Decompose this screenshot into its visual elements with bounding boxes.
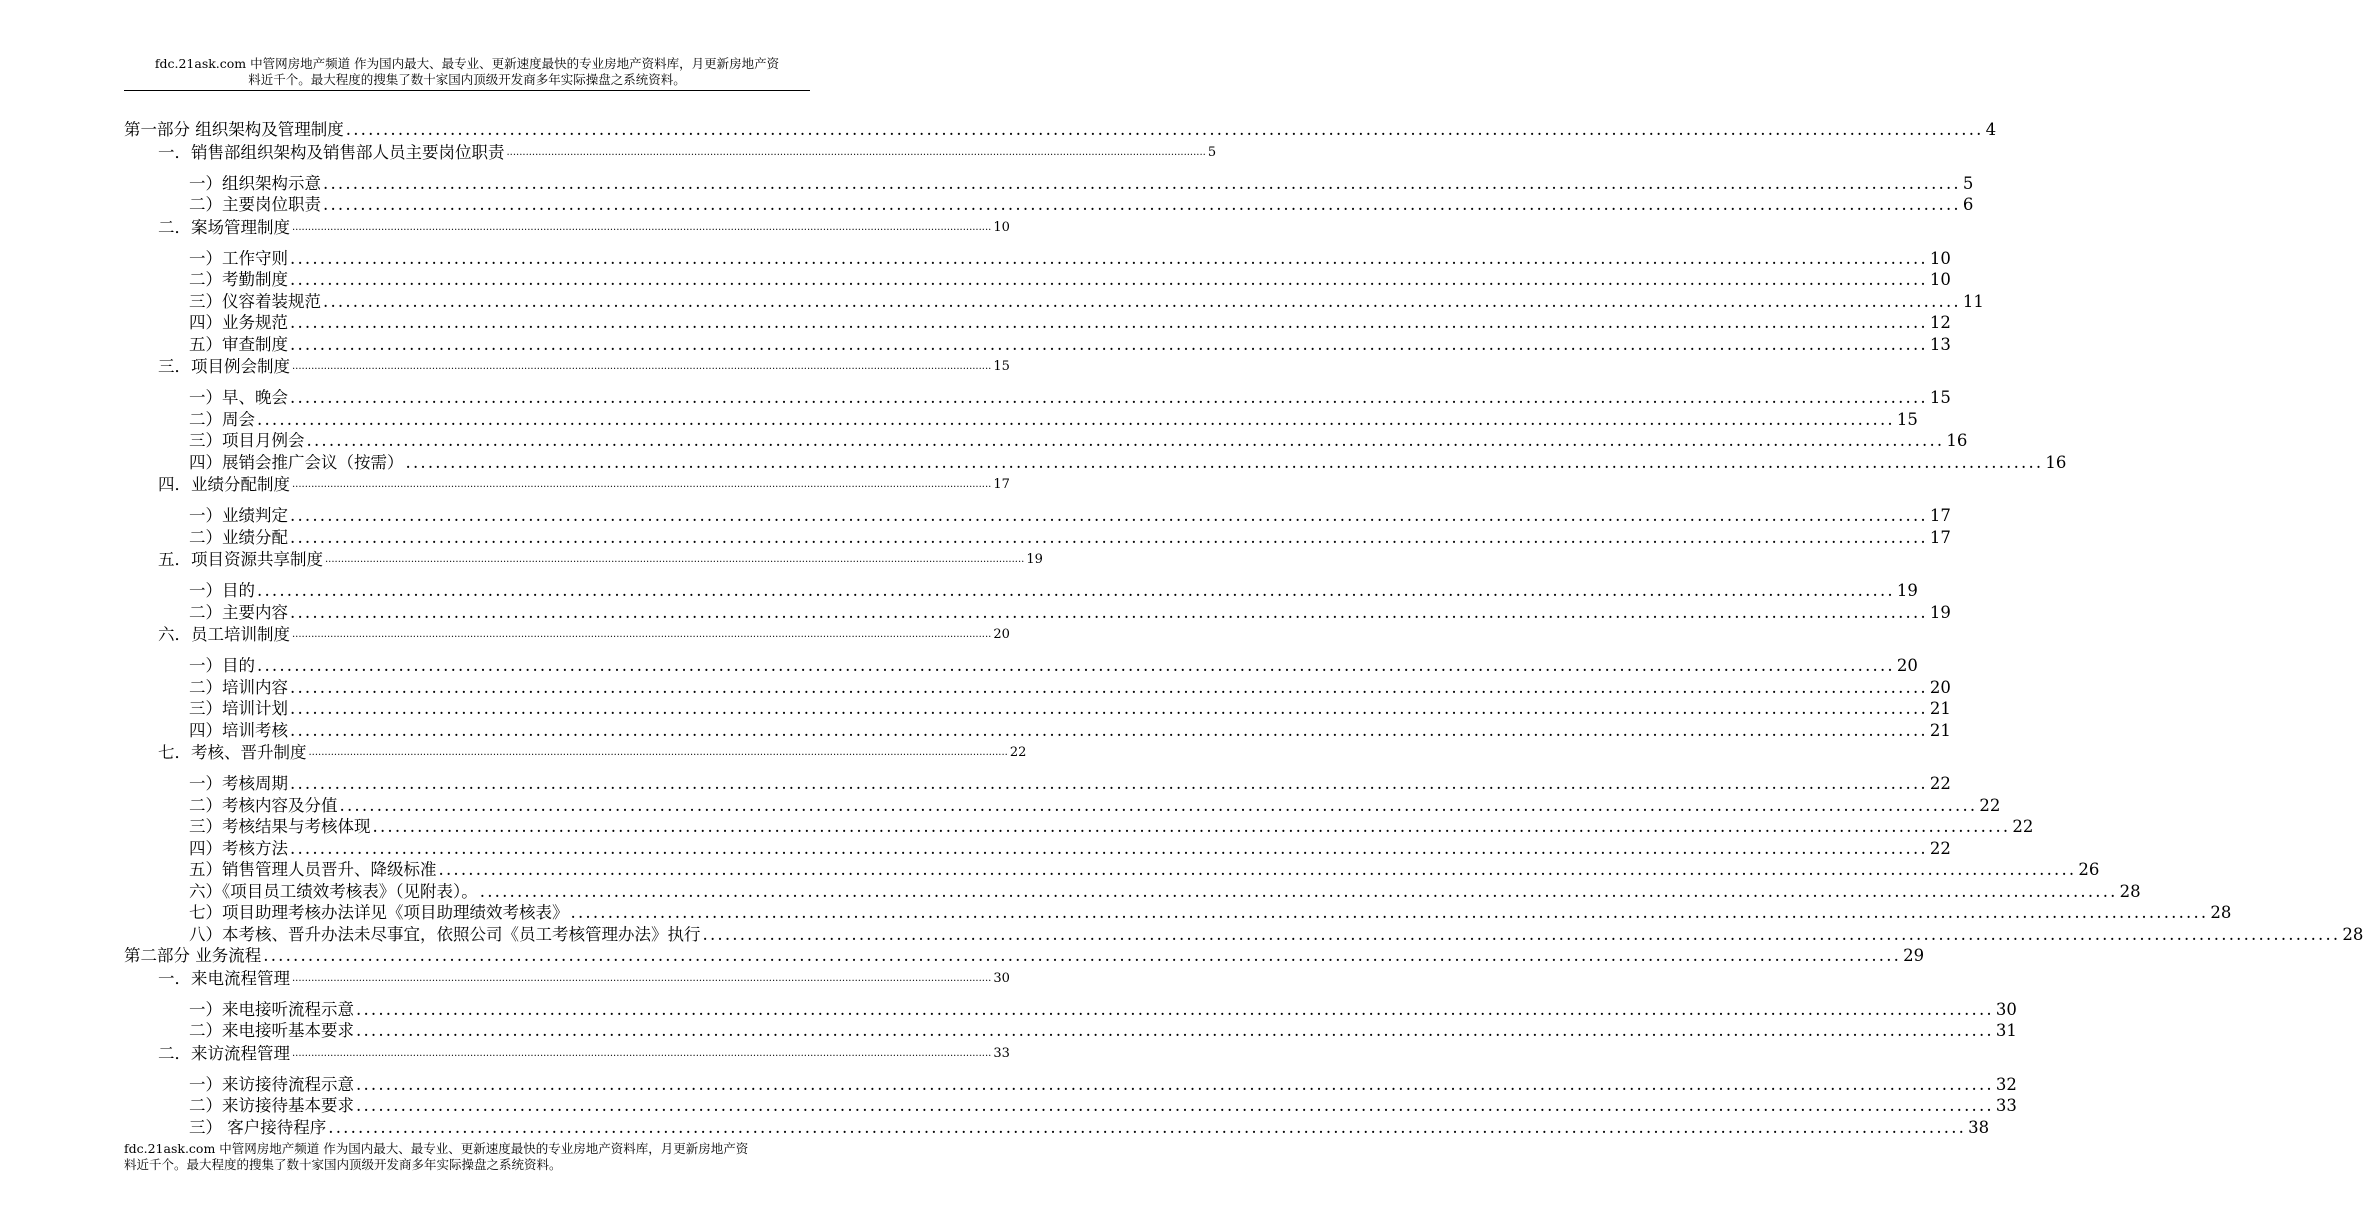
toc-leader-dots: ............................................................................................................................................................................................................................ bbox=[290, 602, 1928, 622]
toc-entry-page-number: 10 bbox=[993, 219, 1010, 235]
toc-leader-dots: ............................................................................................................................................................................................................................ bbox=[405, 452, 2044, 472]
toc-leader-dots: ............................................................................................................................................................................................................................ bbox=[292, 972, 992, 984]
header-line-2: 料近千个。最大程度的搜集了数十家国内顶级开发商多年实际操盘之系统资料。 bbox=[248, 72, 686, 87]
toc-entry-title: 三） 客户接待程序 bbox=[189, 1117, 327, 1137]
toc-entry-title: 一）业绩判定 bbox=[189, 506, 288, 525]
toc-leader-dots: ............................................................................................................................................................................................................................ bbox=[257, 656, 1895, 675]
toc-entry-page-number: 32 bbox=[1995, 1074, 2017, 1094]
toc-entry-page-number: 19 bbox=[1896, 581, 1918, 600]
toc-leader-dots: ............................................................................................................................................................................................................................ bbox=[290, 334, 1928, 354]
toc-entry-page-number: 20 bbox=[993, 627, 1010, 642]
toc-entry-page-number: 15 bbox=[1896, 409, 1918, 429]
toc-entry-level-3[interactable] bbox=[124, 720, 1951, 742]
toc-entry-level-3[interactable] bbox=[124, 795, 2001, 817]
toc-entry-title: 二）培训内容 bbox=[189, 677, 288, 697]
toc-leader-dots: ............................................................................................................................................................................................................................ bbox=[372, 817, 2011, 836]
toc-entry-level-2[interactable] bbox=[124, 141, 1217, 164]
toc-leader-dots: ............................................................................................................................................................................................................................ bbox=[323, 291, 1961, 311]
toc-entry-title: 四）展销会推广会议（按需） bbox=[189, 452, 404, 472]
toc-entry-level-3[interactable] bbox=[124, 505, 1951, 527]
toc-entry-page-number: 15 bbox=[993, 359, 1010, 374]
toc-leader-dots: ............................................................................................................................................................................................................................ bbox=[328, 1117, 1967, 1137]
toc-entry-level-3[interactable] bbox=[124, 881, 2141, 903]
toc-entry-title: 第一部分 组织架构及管理制度 bbox=[124, 120, 344, 139]
toc-entry-page-number: 22 bbox=[1009, 745, 1027, 760]
toc-entry-title: 三）仪容着装规范 bbox=[189, 291, 321, 311]
toc-entry-title: 第二部分 业务流程 bbox=[124, 946, 262, 965]
toc-entry-title: 三．项目例会制度 bbox=[158, 357, 290, 376]
toc-entry-page-number: 22 bbox=[2012, 817, 2034, 836]
toc-entry-page-number: 31 bbox=[1995, 1021, 2017, 1040]
toc-entry-title: 四）业务规范 bbox=[189, 313, 288, 332]
toc-entry-level-3[interactable] bbox=[124, 1117, 1990, 1139]
header-divider bbox=[124, 90, 810, 91]
toc-entry-title: 四）培训考核 bbox=[189, 720, 288, 740]
toc-entry-level-2[interactable] bbox=[124, 623, 1010, 646]
toc-leader-dots: ............................................................................................................................................................................................................................ bbox=[323, 195, 1961, 214]
toc-leader-dots: ............................................................................................................................................................................................................................ bbox=[290, 270, 1928, 289]
toc-entry-page-number: 33 bbox=[993, 1045, 1010, 1061]
toc-entry-page-number: 22 bbox=[1929, 774, 1951, 793]
toc-entry-page-number: 28 bbox=[2210, 903, 2232, 922]
toc-leader-dots: ............................................................................................................................................................................................................................ bbox=[292, 221, 992, 233]
toc-entry-page-number: 5 bbox=[1962, 173, 1974, 193]
toc-leader-dots: ............................................................................................................................................................................................................................ bbox=[292, 1047, 992, 1059]
toc-entry-title: 一）早、晚会 bbox=[189, 388, 288, 407]
toc-entry-title: 二．来访流程管理 bbox=[158, 1043, 290, 1063]
toc-entry-level-1[interactable] bbox=[124, 119, 1997, 141]
toc-entry-title: 一）组织架构示意 bbox=[189, 173, 321, 193]
toc-entry-title: 三）培训计划 bbox=[189, 699, 288, 718]
toc-entry-level-1[interactable] bbox=[124, 945, 1925, 967]
toc-entry-level-3[interactable] bbox=[124, 677, 1951, 699]
toc-leader-dots: ............................................................................................................................................................................................................................ bbox=[356, 1021, 1994, 1040]
toc-entry-level-3[interactable] bbox=[124, 924, 2363, 946]
toc-leader-dots: ............................................................................................................................................................................................................................ bbox=[257, 409, 1895, 429]
toc-entry-page-number: 4 bbox=[1985, 120, 1997, 139]
toc-entry-page-number: 11 bbox=[1962, 291, 1984, 311]
toc-entry-level-3[interactable] bbox=[124, 334, 1951, 356]
toc-entry-title: 七．考核、晋升制度 bbox=[158, 743, 307, 762]
toc-entry-page-number: 10 bbox=[1929, 248, 1951, 268]
toc-leader-dots: ............................................................................................................................................................................................................................ bbox=[290, 677, 1928, 697]
toc-entry-page-number: 17 bbox=[993, 477, 1010, 492]
toc-entry-title: 七）项目助理考核办法详见《项目助理绩效考核表》 bbox=[189, 903, 569, 922]
toc-leader-dots: ............................................................................................................................................................................................................................ bbox=[292, 479, 992, 490]
toc-leader-dots: ............................................................................................................................................................................................................................ bbox=[290, 506, 1928, 525]
toc-leader-dots: ............................................................................................................................................................................................................................ bbox=[438, 860, 2077, 879]
toc-entry-title: 二）业绩分配 bbox=[189, 527, 288, 547]
toc-leader-dots: ............................................................................................................................................................................................................................ bbox=[479, 881, 2118, 901]
page-footer bbox=[124, 1141, 814, 1173]
toc-entry-page-number: 17 bbox=[1929, 506, 1951, 525]
toc-entry-title: 二）来访接待基本要求 bbox=[189, 1096, 354, 1115]
toc-entry-page-number: 6 bbox=[1962, 195, 1974, 214]
toc-entry-level-3[interactable] bbox=[124, 312, 1951, 334]
toc-entry-title: 一）来电接听流程示意 bbox=[189, 999, 354, 1019]
page-header bbox=[124, 56, 810, 88]
toc-entry-page-number: 22 bbox=[1979, 795, 2001, 815]
toc-entry-level-3[interactable] bbox=[124, 430, 1968, 452]
toc-leader-dots: ............................................................................................................................................................................................................................ bbox=[290, 720, 1928, 740]
toc-entry-title: 六．员工培训制度 bbox=[158, 625, 290, 644]
toc-entry-page-number: 10 bbox=[1929, 270, 1951, 289]
toc-entry-page-number: 26 bbox=[2078, 860, 2100, 879]
toc-entry-page-number: 19 bbox=[1929, 602, 1951, 622]
toc-leader-dots: ............................................................................................................................................................................................................................ bbox=[263, 946, 1902, 965]
toc-entry-page-number: 21 bbox=[1929, 699, 1951, 718]
toc-entry-level-3[interactable] bbox=[124, 580, 1918, 602]
toc-entry-page-number: 17 bbox=[1929, 527, 1951, 547]
toc-entry-level-3[interactable] bbox=[124, 269, 1951, 291]
toc-leader-dots: ............................................................................................................................................................................................................................ bbox=[290, 527, 1928, 547]
toc-entry-level-3[interactable] bbox=[124, 773, 1951, 795]
toc-leader-dots: ............................................................................................................................................................................................................................ bbox=[257, 581, 1895, 600]
toc-entry-level-3[interactable] bbox=[124, 999, 2017, 1021]
toc-entry-title: 三）考核结果与考核体现 bbox=[189, 817, 371, 836]
toc-entry-title: 四．业绩分配制度 bbox=[158, 475, 290, 494]
toc-leader-dots: ............................................................................................................................................................................................................................ bbox=[290, 838, 1928, 858]
toc-leader-dots: ............................................................................................................................................................................................................................ bbox=[292, 361, 992, 372]
toc-leader-dots: ............................................................................................................................................................................................................................ bbox=[356, 1096, 1994, 1115]
toc-entry-level-2[interactable] bbox=[124, 548, 1043, 571]
toc-entry-level-2[interactable] bbox=[124, 1042, 1010, 1065]
toc-entry-level-3[interactable] bbox=[124, 409, 1918, 431]
toc-entry-level-2[interactable] bbox=[124, 216, 1010, 239]
toc-entry-title: 一．销售部组织架构及销售部人员主要岗位职责 bbox=[158, 142, 505, 162]
toc-entry-page-number: 33 bbox=[1995, 1096, 2017, 1115]
toc-entry-page-number: 15 bbox=[1929, 388, 1951, 407]
toc-entry-title: 五．项目资源共享制度 bbox=[158, 550, 323, 569]
toc-entry-page-number: 20 bbox=[1929, 677, 1951, 697]
toc-leader-dots: ............................................................................................................................................................................................................................ bbox=[290, 774, 1928, 793]
toc-entry-page-number: 16 bbox=[1946, 431, 1968, 450]
toc-entry-title: 二）考勤制度 bbox=[189, 270, 288, 289]
toc-entry-title: 一）目的 bbox=[189, 581, 255, 600]
table-of-contents bbox=[124, 119, 2363, 1138]
toc-entry-level-3[interactable] bbox=[124, 698, 1951, 720]
toc-entry-title: 一）考核周期 bbox=[189, 774, 288, 793]
toc-entry-level-3[interactable] bbox=[124, 859, 2100, 881]
toc-leader-dots: ............................................................................................................................................................................................................................ bbox=[570, 903, 2209, 922]
toc-entry-title: 三）项目月例会 bbox=[189, 431, 305, 450]
toc-entry-page-number: 28 bbox=[2342, 924, 2363, 944]
toc-entry-level-3[interactable] bbox=[124, 902, 2232, 924]
toc-entry-page-number: 19 bbox=[1026, 552, 1043, 567]
toc-leader-dots: ............................................................................................................................................................................................................................ bbox=[292, 629, 992, 640]
toc-entry-title: 二）主要内容 bbox=[189, 602, 288, 622]
toc-leader-dots: ............................................................................................................................................................................................................................ bbox=[308, 747, 1008, 758]
toc-entry-level-3[interactable] bbox=[124, 527, 1951, 549]
toc-leader-dots: ............................................................................................................................................................................................................................ bbox=[356, 999, 1994, 1019]
toc-leader-dots: ............................................................................................................................................................................................................................ bbox=[306, 431, 1945, 450]
toc-leader-dots: ............................................................................................................................................................................................................................ bbox=[339, 795, 1978, 815]
toc-entry-level-3[interactable] bbox=[124, 248, 1951, 270]
header-line-1: fdc.21ask.com 中管网房地产频道 作为国内最大、最专业、更新速度最快的专业房地产资料库，月更新房地产资 bbox=[154, 56, 780, 71]
toc-leader-dots: ............................................................................................................................................................................................................................ bbox=[290, 699, 1928, 718]
toc-entry-page-number: 30 bbox=[1995, 999, 2017, 1019]
toc-leader-dots: ............................................................................................................................................................................................................................ bbox=[506, 146, 1206, 158]
toc-entry-level-3[interactable] bbox=[124, 655, 1918, 677]
toc-entry-level-3[interactable] bbox=[124, 194, 1974, 216]
toc-entry-page-number: 38 bbox=[1968, 1117, 1990, 1137]
toc-entry-level-2[interactable] bbox=[124, 741, 1027, 764]
toc-entry-level-3[interactable] bbox=[124, 1095, 2017, 1117]
toc-leader-dots: ............................................................................................................................................................................................................................ bbox=[702, 924, 2341, 944]
toc-entry-level-3[interactable] bbox=[124, 173, 1974, 195]
toc-leader-dots: ............................................................................................................................................................................................................................ bbox=[356, 1074, 1994, 1094]
toc-entry-title: 二．案场管理制度 bbox=[158, 217, 290, 237]
toc-entry-title: 二）周会 bbox=[189, 409, 255, 429]
toc-leader-dots: ............................................................................................................................................................................................................................ bbox=[290, 313, 1928, 332]
toc-entry-page-number: 28 bbox=[2119, 881, 2141, 901]
toc-entry-level-2[interactable] bbox=[124, 967, 1010, 990]
toc-entry-page-number: 13 bbox=[1929, 334, 1951, 354]
toc-entry-title: 二）主要岗位职责 bbox=[189, 195, 321, 214]
toc-entry-title: 一．来电流程管理 bbox=[158, 968, 290, 988]
toc-leader-dots: ............................................................................................................................................................................................................................ bbox=[290, 248, 1928, 268]
toc-entry-level-3[interactable] bbox=[124, 1074, 2017, 1096]
footer-line-1: fdc.21ask.com 中管网房地产频道 作为国内最大、最专业、更新速度最快的专业房地产资料库，月更新房地产资 bbox=[124, 1141, 749, 1156]
toc-entry-page-number: 5 bbox=[1207, 144, 1217, 160]
toc-entry-level-2[interactable] bbox=[124, 355, 1010, 378]
toc-leader-dots: ............................................................................................................................................................................................................................ bbox=[290, 388, 1928, 407]
toc-entry-page-number: 30 bbox=[993, 970, 1010, 986]
toc-entry-level-3[interactable] bbox=[124, 452, 2067, 474]
toc-leader-dots: ............................................................................................................................................................................................................................ bbox=[323, 173, 1961, 193]
toc-entry-title: 一）目的 bbox=[189, 656, 255, 675]
toc-entry-page-number: 20 bbox=[1896, 656, 1918, 675]
toc-entry-title: 一）来访接待流程示意 bbox=[189, 1074, 354, 1094]
footer-line-2: 料近千个。最大程度的搜集了数十家国内顶级开发商多年实际操盘之系统资料。 bbox=[124, 1157, 562, 1172]
toc-entry-title: 四）考核方法 bbox=[189, 838, 288, 858]
toc-leader-dots: ............................................................................................................................................................................................................................ bbox=[325, 554, 1025, 565]
toc-entry-title: 一）工作守则 bbox=[189, 248, 288, 268]
toc-entry-title: 五）审查制度 bbox=[189, 334, 288, 354]
toc-entry-page-number: 21 bbox=[1929, 720, 1951, 740]
toc-entry-level-3[interactable] bbox=[124, 816, 2034, 838]
toc-entry-title: 二）来电接听基本要求 bbox=[189, 1021, 354, 1040]
toc-entry-page-number: 16 bbox=[2045, 452, 2067, 472]
toc-entry-level-3[interactable] bbox=[124, 838, 1951, 860]
toc-entry-title: 五）销售管理人员晋升、降级标准 bbox=[189, 860, 437, 879]
toc-leader-dots: ............................................................................................................................................................................................................................ bbox=[345, 120, 1984, 139]
toc-entry-page-number: 29 bbox=[1903, 946, 1925, 965]
toc-entry-level-3[interactable] bbox=[124, 1020, 2017, 1042]
toc-entry-page-number: 22 bbox=[1929, 838, 1951, 858]
toc-entry-level-3[interactable] bbox=[124, 387, 1951, 409]
toc-entry-level-3[interactable] bbox=[124, 602, 1951, 624]
toc-entry-page-number: 12 bbox=[1929, 313, 1951, 332]
toc-entry-title: 六）《项目员工绩效考核表》（见附表）。 bbox=[189, 881, 478, 901]
toc-entry-title: 八）本考核、晋升办法未尽事宜，依照公司《员工考核管理办法》执行 bbox=[189, 924, 701, 944]
toc-entry-level-3[interactable] bbox=[124, 291, 1984, 313]
toc-entry-title: 二）考核内容及分值 bbox=[189, 795, 338, 815]
toc-entry-level-2[interactable] bbox=[124, 473, 1010, 496]
